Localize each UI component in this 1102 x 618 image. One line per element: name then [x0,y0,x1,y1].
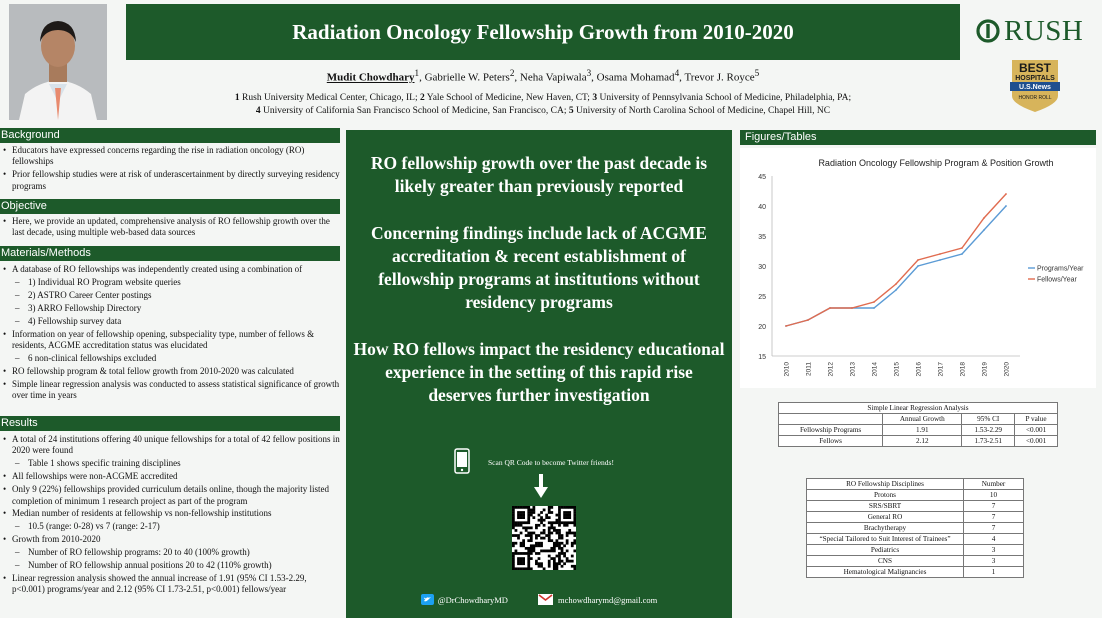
author-name: Neha Vapiwala [519,71,587,84]
table-cell: 10 [964,490,1024,501]
email-address: mchowdharymd@gmail.com [558,594,658,605]
y-tick-label: 30 [758,264,766,271]
bullet-item: • A database of RO fellowships was independently created using a combination of [0,264,340,275]
table-header-cell: 95% CI [962,414,1015,425]
author-name: Trevor J. Royce [684,71,755,84]
data-point [983,229,985,231]
x-tick-label: 2020 [1003,362,1011,377]
bullet-item: • Simple linear regression analysis was conducted to assess statistical significance of growth over time in years [0,379,340,402]
svg-text:U.S.News: U.S.News [1019,84,1051,91]
data-point [895,283,897,285]
key-finding-3: How RO fellows impact the residency educational experience in the setting of this rapid rise deserves further investigation [353,339,725,405]
bullet-item: • Median number of residents at fellowship vs non-fellowship institutions [0,508,340,519]
sub-bullet-item: – 2) ASTRO Career Center postings [0,290,340,301]
table-header-cell: P value [1015,414,1058,425]
table-row [779,436,1058,447]
results-list [0,434,340,596]
regression-table [778,402,1058,447]
affiliations-line-1: 1 Rush University Medical Center, Chicago, IL; 2 Yale School of Medicine, New Haven, CT; 3 University of Pennsylvania School of Medicine, Philadelphia, PA; [234,93,852,103]
bullet-item: • Information on year of fellowship opening, subspeciality type, number of fellows & residents, ACGME accreditation status was elucidated [0,329,340,352]
methods-list [0,264,340,401]
data-point [917,259,919,261]
background-list [0,145,340,192]
author-list: Mudit Chowdhary$^1$, Gabrielle W. Peters$^2$, Neha Vapiwala$^3$, Osama Mohamad$^4$, Trevor J. Royce$^5$ [326,68,760,84]
bullet-item: • RO fellowship program & total fellow growth from 2010-2020 was calculated [0,366,340,377]
table-cell: 7 [964,501,1024,512]
scan-qr-text: Scan QR Code to become Twitter friends! [488,458,614,467]
author-portrait-image [9,4,107,120]
data-point [851,307,853,309]
disciplines-table [806,478,1024,578]
sub-bullet-item: – Number of RO fellowship programs: 20 to 40 (100% growth) [0,547,340,558]
bullet-item: • Educators have expressed concerns regarding the rise in radiation oncology (RO) fellowships [0,145,340,168]
data-point [917,265,919,267]
table-cell: “Special Tailored to Suit Interest of Trainees” [807,534,964,545]
table-header-cell: Annual Growth [883,414,962,425]
table-cell: <0.001 [1015,436,1058,447]
rush-logo-text: RUSH [1004,14,1084,47]
y-tick-label: 35 [758,234,766,241]
honor-roll-badge-icon [1006,58,1064,114]
affiliations-line-2: 4 University of California San Francisco School of Medicine, San Francisco, CA; 5 University of North Carolina School of Medicine, Chapel Hill, NC [255,106,831,116]
table-cell: 2.12 [883,436,962,447]
section-heading-figures: Figures/Tables [740,130,1096,145]
x-tick-label: 2013 [849,362,857,377]
table-cell: 1.73-2.51 [962,436,1015,447]
y-tick-label: 45 [758,174,766,181]
table-cell: 1 [964,567,1024,578]
twitter-contact[interactable] [421,594,508,605]
qr-code[interactable] [512,506,576,570]
best-hospitals-badge [1006,58,1064,114]
data-point [873,307,875,309]
table-row [807,556,1024,567]
down-arrow-icon [534,474,548,505]
section-objective-body [0,216,340,240]
table-row [807,501,1024,512]
email-contact[interactable] [538,594,657,605]
rush-emblem-icon [976,19,1000,43]
legend-label: Programs/Year [1037,265,1084,273]
section-heading-results: Results [0,416,340,431]
x-tick-label: 2016 [915,362,923,377]
table-row [807,545,1024,556]
sub-bullet-item: – Number of RO fellowship annual positions 20 to 42 (110% growth) [0,560,340,571]
table-header-cell: Number [964,479,1024,490]
data-point [829,307,831,309]
y-tick-label: 40 [758,204,766,211]
table-cell: <0.001 [1015,425,1058,436]
rush-logo [976,14,1088,48]
x-tick-label: 2019 [981,362,989,377]
table-cell: 4 [964,534,1024,545]
growth-line-chart [740,148,1096,388]
data-point [895,289,897,291]
key-finding-2: Concerning findings include lack of ACGME accreditation & recent establishment of fellowship programs at institutions without residency programs [371,223,707,312]
regression-table-title: Simple Linear Regression Analysis [779,403,1058,414]
svg-text:HOSPITALS: HOSPITALS [1015,75,1055,82]
table-header-row [807,479,1024,490]
author-name: Osama Mohamad [596,71,675,84]
table-cell: 3 [964,556,1024,567]
x-tick-label: 2010 [783,362,791,377]
data-point [1005,205,1007,207]
poster-title: Radiation Oncology Fellowship Growth from 2010-2020 [126,4,960,60]
table-row [807,534,1024,545]
bullet-item: • Here, we provide an updated, comprehensive analysis of RO fellowship growth over the last decade, using multiple web-based data sources [0,216,340,239]
qr-code-icon [512,506,576,570]
table-cell: Hematological Malignancies [807,567,964,578]
x-tick-label: 2015 [893,362,901,377]
x-tick-label: 2017 [937,362,945,377]
bullet-item: • Linear regression analysis showed the annual increase of 1.91 (95% CI 1.53-2.29, p<0.001) programs/year and 2.12 (95% CI 1.73-2.51, p<0.001) fellows/year [0,573,340,596]
author-name: Gabrielle W. Peters [424,71,510,84]
table-cell: SRS/SBRT [807,501,964,512]
sub-bullet-item: – 6 non-clinical fellowships excluded [0,353,340,364]
table-cell: Protons [807,490,964,501]
section-heading-objective: Objective [0,199,340,214]
data-point [961,247,963,249]
bullet-item: • All fellowships were non-ACGME accredited [0,471,340,482]
data-point [807,319,809,321]
table-cell: General RO [807,512,964,523]
table-cell: 3 [964,545,1024,556]
table-header-cell [779,414,883,425]
table-cell: 1.53-2.29 [962,425,1015,436]
author-name: Mudit Chowdhary [326,71,415,84]
section-results-body [0,434,340,597]
twitter-icon [421,594,434,605]
author-photo [9,4,107,120]
data-point [785,325,787,327]
section-methods-body [0,264,340,403]
table-cell: 1.91 [883,425,962,436]
section-background-body [0,145,340,194]
table-row [779,425,1058,436]
table-row [807,567,1024,578]
table-header-row [779,414,1058,425]
bullet-item: • Growth from 2010-2020 [0,534,340,545]
data-point [983,217,985,219]
y-tick-label: 15 [758,354,766,361]
data-point [939,259,941,261]
table-cell: Brachytherapy [807,523,964,534]
section-heading-background: Background [0,128,340,143]
svg-text:BEST: BEST [1018,61,1052,75]
objective-list [0,216,340,239]
table-cell: Pediatrics [807,545,964,556]
legend-label: Fellows/Year [1037,276,1077,284]
key-findings-panel [346,130,732,618]
data-point [939,253,941,255]
sub-bullet-item: – Table 1 shows specific training disciplines [0,458,340,469]
twitter-handle: @DrChowdharyMD [437,594,508,605]
table-header-cell: RO Fellowship Disciplines [807,479,964,490]
table-cell: 7 [964,523,1024,534]
y-tick-label: 20 [758,324,766,331]
sub-bullet-item: – 3) ARRO Fellowship Directory [0,303,340,314]
section-heading-methods: Materials/Methods [0,246,340,261]
data-point [1005,193,1007,195]
table-row [807,523,1024,534]
key-finding-1: RO fellowship growth over the past decade is likely greater than previously reported [370,153,708,196]
bullet-item: • Prior fellowship studies were at risk of underascertainment by directly surveying residency programs [0,169,340,192]
email-icon [538,594,553,605]
sub-bullet-item: – 4) Fellowship survey data [0,316,340,327]
sub-bullet-item: – 10.5 (range: 0-28) vs 7 (range: 2-17) [0,521,340,532]
chart-title: Radiation Oncology Fellowship Program & Position Growth [818,158,1054,168]
bullet-item: • A total of 24 institutions offering 40 unique fellowships for a total of 42 fellow positions in 2020 were found [0,434,340,457]
data-point [961,253,963,255]
x-tick-label: 2014 [871,362,879,377]
table-cell: CNS [807,556,964,567]
y-tick-label: 25 [758,294,766,301]
svg-text:HONOR ROLL: HONOR ROLL [1018,95,1052,101]
table-cell: Fellowship Programs [779,425,883,436]
table-row [807,512,1024,523]
sub-bullet-item: – 1) Individual RO Program website queries [0,277,340,288]
table-cell: Fellows [779,436,883,447]
x-tick-label: 2012 [827,362,835,377]
table-cell: 7 [964,512,1024,523]
affiliations [126,92,960,118]
data-point [873,301,875,303]
x-tick-label: 2018 [959,362,967,377]
x-tick-label: 2011 [805,362,813,376]
contact-row [346,594,732,607]
table-row [807,490,1024,501]
bullet-item: • Only 9 (22%) fellowships provided curriculum details online, though the majority listed completion of minimum 1 research project as part of the program [0,484,340,507]
